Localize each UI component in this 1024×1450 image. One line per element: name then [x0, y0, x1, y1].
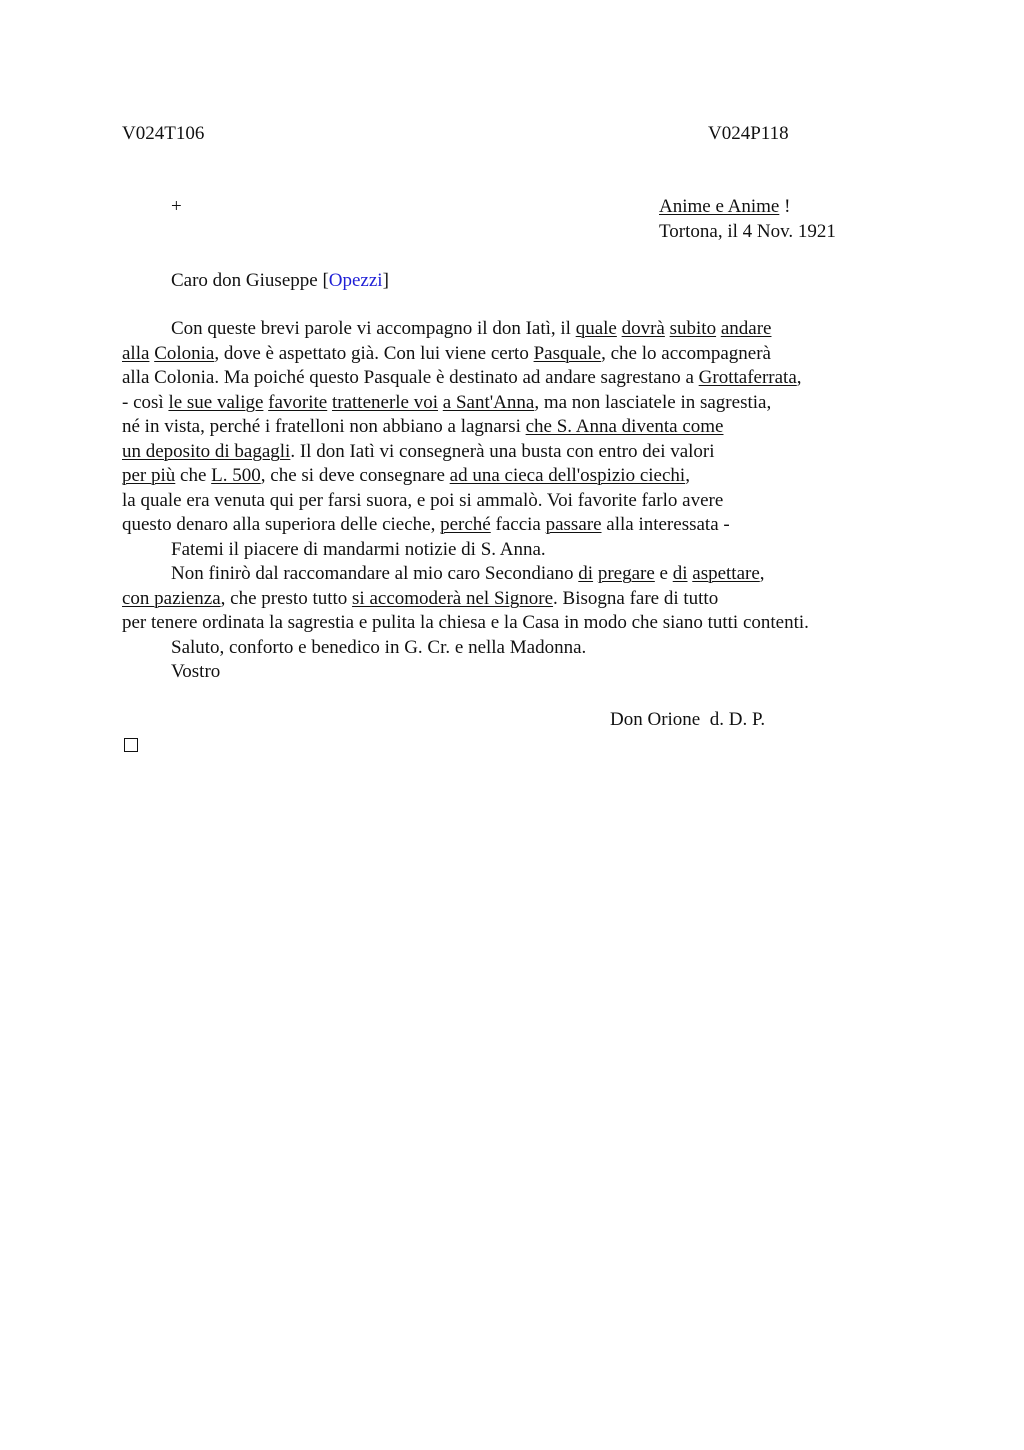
body-line: Non finirò dal raccomandare al mio caro Secondiano di pregare e di aspettare, — [171, 563, 765, 584]
body-line: questo denaro alla superiora delle cieche, perché faccia passare alla interessata - — [122, 514, 730, 535]
salutation-close: ] — [382, 270, 389, 291]
body-line: per tenere ordinata la sagrestia e pulita la chiesa e la Casa in modo che siano tutti contenti. — [122, 612, 809, 633]
body-line: - così le sue valige favorite trattenerle voi a Sant'Anna, ma non lasciatele in sagrestia, — [122, 391, 772, 413]
body-line: per più che L. 500, che si deve consegnare ad una cieca dell'ospizio ciechi, — [122, 465, 690, 486]
motto — [659, 195, 790, 220]
motto-exclamation: ! — [779, 196, 791, 217]
letter-body — [122, 317, 809, 685]
cross-symbol: + — [171, 196, 182, 217]
body-line: Vostro — [171, 661, 221, 682]
salutation — [171, 269, 389, 294]
body-line: Fatemi il piacere di mandarmi notizie di S. Anna. — [171, 538, 546, 560]
body-line: un deposito di bagagli. Il don Iatì vi consegnerà una busta con entro dei valori — [122, 440, 715, 462]
body-line: alla Colonia, dove è aspettato già. Con lui viene certo Pasquale, che lo accompagnerà — [122, 342, 771, 364]
document-code-left: V024T106 — [122, 123, 205, 144]
empty-square-icon — [124, 738, 138, 752]
body-line: alla Colonia. Ma poiché questo Pasquale è destinato ad andare sagrestano a Grottaferrata, — [122, 367, 802, 388]
motto-underlined: Anime e Anime — [659, 196, 780, 217]
body-line: Con queste brevi parole vi accompagno il don Iatì, il quale dovrà subito andare — [171, 318, 772, 339]
body-line: con pazienza, che presto tutto si accomoderà nel Signore. Bisogna fare di tutto — [122, 587, 719, 609]
body-line: Saluto, conforto e benedico in G. Cr. e nella Madonna. — [171, 636, 587, 658]
body-line: la quale era venuta qui per farsi suora, e poi si ammalò. Voi favorite farlo avere — [122, 489, 724, 511]
place-date: Tortona, il 4 Nov. 1921 — [659, 221, 836, 242]
document-code-right: V024P118 — [708, 123, 789, 144]
body-line: né in vista, perché i fratelloni non abbiano a lagnarsi che S. Anna diventa come — [122, 416, 724, 437]
recipient-surname: Opezzi — [328, 270, 383, 291]
salutation-text: Caro don Giuseppe [ — [171, 270, 329, 291]
signature: Don Orione d. D. P. — [610, 709, 766, 730]
